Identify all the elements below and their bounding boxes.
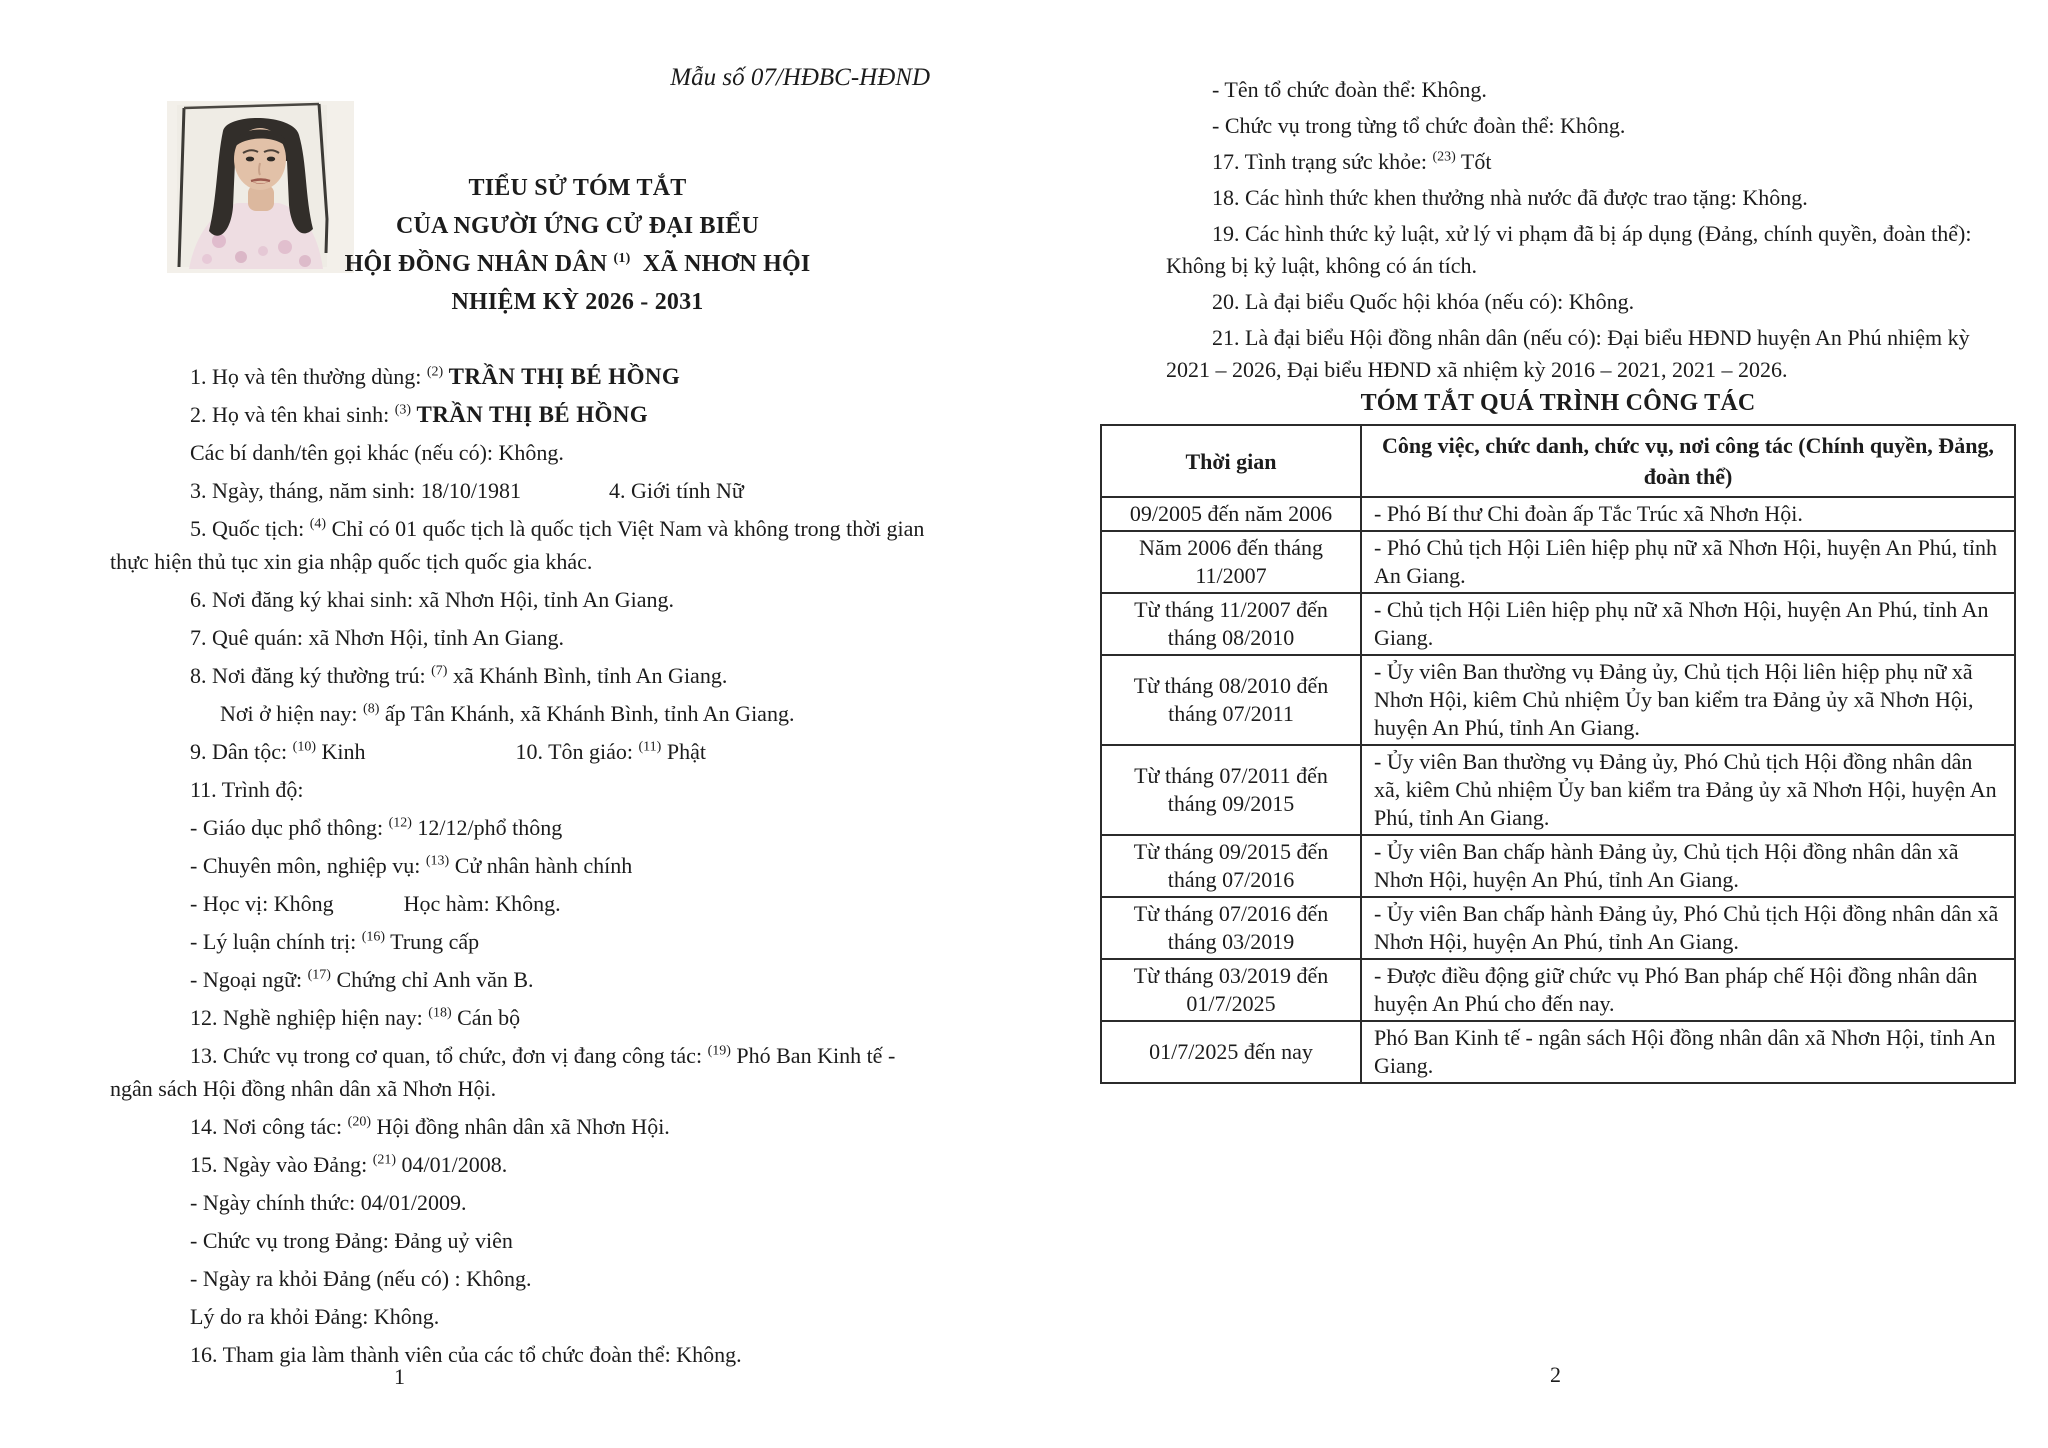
- paragraph: [110, 1001, 942, 1034]
- text-run: 6. Nơi đăng ký khai sinh: xã Nhơn Hội, tỉnh An Giang.: [190, 587, 675, 612]
- footnote-ref: (17): [307, 967, 331, 983]
- form-number: Mẫu số 07/HĐBC-HĐND: [670, 64, 930, 91]
- paragraph: [1166, 218, 1994, 282]
- text-run: - Lý luận chính trị:: [190, 929, 362, 954]
- text-run: 3. Ngày, tháng, năm sinh: 18/10/1981: [190, 478, 521, 503]
- paragraph: [110, 1300, 942, 1333]
- footnote-ref: (20): [347, 1114, 371, 1130]
- time-cell: 09/2005 đến năm 2006: [1101, 497, 1361, 531]
- work-cell: - Phó Chủ tịch Hội Liên hiệp phụ nữ xã Nhơn Hội, huyện An Phú, tỉnh An Giang.: [1361, 531, 2015, 593]
- emphasis-text: TRẦN THỊ BÉ HỒNG: [448, 364, 681, 389]
- header-work: Công việc, chức danh, chức vụ, nơi công tác (Chính quyền, Đảng, đoàn thể): [1361, 425, 2015, 497]
- text-run: 7. Quê quán: xã Nhơn Hội, tỉnh An Giang.: [190, 625, 564, 650]
- text-run: 10. Tôn giáo:: [515, 739, 639, 764]
- time-cell: Từ tháng 03/2019 đến 01/7/2025: [1101, 959, 1361, 1021]
- text-run: 9. Dân tộc:: [190, 739, 293, 764]
- paragraph: [1166, 322, 1994, 386]
- text-run: 4. Giới tính Nữ: [609, 478, 744, 503]
- footnote-ref: (2): [426, 364, 444, 380]
- paragraph: [110, 436, 942, 469]
- footnote-ref: (19): [707, 1043, 731, 1059]
- paragraph: [295, 286, 860, 319]
- footnote-ref: (21): [372, 1152, 397, 1168]
- text-run: - Chức vụ trong từng tổ chức đoàn thể: Không.: [1212, 113, 1626, 138]
- text-run: Cử nhân hành chính: [449, 853, 633, 878]
- work-cell: Phó Ban Kinh tế - ngân sách Hội đồng nhân dân xã Nhơn Hội, tỉnh An Giang.: [1361, 1021, 2015, 1083]
- paragraph: [110, 659, 942, 692]
- text-run: Phật: [661, 739, 706, 764]
- work-history-row: [1101, 497, 2015, 531]
- work-history-row: [1101, 593, 2015, 655]
- work-cell: - Ủy viên Ban chấp hành Đảng ủy, Chủ tịch Hội đồng nhân dân xã Nhơn Hội, huyện An Phú, tỉnh An Giang.: [1361, 835, 2015, 897]
- footnote-ref: (12): [388, 815, 412, 831]
- paragraph: [1166, 74, 1994, 106]
- paragraph: [110, 773, 942, 806]
- time-cell: Năm 2006 đến tháng 11/2007: [1101, 531, 1361, 593]
- text-run: 13. Chức vụ trong cơ quan, tổ chức, đơn vị đang công tác:: [190, 1043, 708, 1068]
- text-run: 19. Các hình thức kỷ luật, xử lý vi phạm đã bị áp dụng (Đảng, chính quyền, đoàn thể): Không bị kỷ luật, không có án tích.: [1166, 221, 1972, 278]
- text-run: 16. Tham gia làm thành viên của các tổ chức đoàn thể: Không.: [190, 1342, 742, 1367]
- work-history-table: [1100, 424, 2016, 1084]
- paragraph: [295, 248, 860, 281]
- footnote-ref: (13): [425, 853, 450, 869]
- text-run: - Ngày ra khỏi Đảng (nếu có) : Không.: [190, 1266, 532, 1291]
- work-history-row: [1101, 655, 2015, 745]
- footnote-ref: (3): [394, 402, 412, 418]
- footnote-ref: (7): [431, 663, 448, 679]
- page2-body: [1166, 74, 1994, 390]
- paragraph: [110, 1110, 942, 1143]
- header-time: Thời gian: [1101, 425, 1361, 497]
- table-header-row: [1101, 425, 2015, 497]
- paragraph: [110, 1039, 942, 1105]
- text-run: - Tên tổ chức đoàn thể: Không.: [1212, 77, 1487, 102]
- text-run: - Chức vụ trong Đảng: Đảng uỷ viên: [190, 1228, 513, 1253]
- text-run: - Ngoại ngữ:: [190, 967, 308, 992]
- text-run: Lý do ra khỏi Đảng: Không.: [190, 1304, 440, 1329]
- work-cell: - Ủy viên Ban chấp hành Đảng ủy, Phó Chủ tịch Hội đồng nhân dân xã Nhơn Hội, huyện An Phú, tỉnh An Giang.: [1361, 897, 2015, 959]
- text-run: Hội đồng nhân dân xã Nhơn Hội.: [370, 1114, 670, 1139]
- paragraph: [110, 1224, 942, 1257]
- work-cell: - Chủ tịch Hội Liên hiệp phụ nữ xã Nhơn Hội, huyện An Phú, tỉnh An Giang.: [1361, 593, 2015, 655]
- paragraph: [110, 583, 942, 616]
- paragraph: [110, 735, 942, 768]
- text-run: TIỂU SỬ TÓM TẮT: [468, 175, 687, 201]
- paragraph: [110, 963, 942, 996]
- text-run: 20. Là đại biểu Quốc hội khóa (nếu có): Không.: [1212, 289, 1635, 314]
- text-run: CỦA NGƯỜI ỨNG CỬ ĐẠI BIỂU: [395, 213, 759, 239]
- time-cell: Từ tháng 08/2010 đến tháng 07/2011: [1101, 655, 1361, 745]
- paragraph: [110, 887, 942, 920]
- paragraph: [110, 697, 942, 730]
- paragraph: [1166, 146, 1994, 178]
- footnote-ref: (10): [292, 739, 316, 755]
- work-history-row: [1101, 835, 2015, 897]
- time-cell: Từ tháng 07/2016 đến tháng 03/2019: [1101, 897, 1361, 959]
- text-run: 2. Họ và tên khai sinh:: [190, 402, 395, 427]
- text-run: [521, 496, 609, 498]
- text-run: xã Khánh Bình, tỉnh An Giang.: [447, 663, 728, 688]
- text-run: 18. Các hình thức khen thưởng nhà nước đã được trao tặng: Không.: [1212, 185, 1808, 210]
- text-run: Phó Ban Kinh tế - ngân sách Hội đồng nhân dân xã Nhơn Hội.: [110, 1043, 896, 1101]
- text-run: 15. Ngày vào Đảng:: [190, 1152, 373, 1177]
- text-run: Cán bộ: [451, 1005, 521, 1030]
- time-cell: Từ tháng 11/2007 đến tháng 08/2010: [1101, 593, 1361, 655]
- text-run: Trung cấp: [385, 929, 480, 954]
- footnote-ref: (8): [363, 701, 380, 717]
- work-history-rows: [1101, 497, 2015, 1083]
- paragraph: [110, 398, 942, 431]
- text-run: - Ngày chính thức: 04/01/2009.: [190, 1190, 467, 1215]
- paragraph: [110, 1186, 942, 1219]
- text-run: Học hàm: Không.: [403, 891, 561, 916]
- page1-body: [110, 360, 942, 1376]
- footnote-ref: (1): [613, 251, 631, 266]
- work-history-row: [1101, 959, 2015, 1021]
- text-run: Tốt: [1455, 149, 1492, 174]
- text-run: Chỉ có 01 quốc tịch là quốc tịch Việt Nam và không trong thời gian thực hiện thủ tục xin gia nhập quốc tịch quốc gia khác.: [110, 516, 925, 574]
- paragraph: [110, 1338, 942, 1371]
- paragraph: [1166, 110, 1994, 142]
- paragraph: [1166, 182, 1994, 214]
- time-cell: Từ tháng 07/2011 đến tháng 09/2015: [1101, 745, 1361, 835]
- paragraph: [110, 925, 942, 958]
- text-run: Kinh: [315, 739, 366, 764]
- text-run: 1. Họ và tên thường dùng:: [190, 364, 427, 389]
- text-run: - Chuyên môn, nghiệp vụ:: [190, 853, 426, 878]
- work-cell: - Phó Bí thư Chi đoàn ấp Tắc Trúc xã Nhơn Hội.: [1361, 497, 2015, 531]
- text-run: 17. Tình trạng sức khỏe:: [1212, 149, 1433, 174]
- time-cell: Từ tháng 09/2015 đến tháng 07/2016: [1101, 835, 1361, 897]
- paragraph: [1166, 286, 1994, 318]
- text-run: 04/01/2008.: [396, 1152, 508, 1177]
- text-run: ấp Tân Khánh, xã Khánh Bình, tỉnh An Giang.: [379, 701, 795, 726]
- text-run: 11. Trình độ:: [190, 777, 304, 802]
- text-run: 12/12/phổ thông: [411, 815, 563, 840]
- text-run: Chứng chỉ Anh văn B.: [330, 967, 534, 992]
- work-cell: - Ủy viên Ban thường vụ Đảng ủy, Phó Chủ tịch Hội đồng nhân dân xã, kiêm Chủ nhiệm Ủy ban kiểm tra Đảng ủy xã Nhơn Hội, huyện An Phú, tỉnh An Giang.: [1361, 745, 2015, 835]
- page2-number: 2: [1550, 1362, 1561, 1387]
- emphasis-text: TRẦN THỊ BÉ HỒNG: [416, 402, 649, 427]
- text-run: XÃ NHƠN HỘI: [630, 251, 811, 277]
- text-run: [334, 909, 404, 911]
- text-run: [365, 757, 515, 759]
- paragraph: [110, 1262, 942, 1295]
- work-history-title: TÓM TẮT QUÁ TRÌNH CÔNG TÁC: [1360, 390, 1756, 416]
- paragraph: [110, 512, 942, 578]
- work-cell: - Ủy viên Ban thường vụ Đảng ủy, Chủ tịch Hội liên hiệp phụ nữ xã Nhơn Hội, kiêm Chủ nhiệm Ủy ban kiểm tra Đảng ủy xã Nhơn Hội, huyện An Phú, tỉnh An Giang.: [1361, 655, 2015, 745]
- work-cell: - Được điều động giữ chức vụ Phó Ban pháp chế Hội đồng nhân dân huyện An Phú cho đến nay.: [1361, 959, 2015, 1021]
- footnote-ref: (16): [361, 929, 386, 945]
- footnote-ref: (23): [1432, 149, 1456, 165]
- text-run: 8. Nơi đăng ký thường trú:: [190, 663, 432, 688]
- text-run: 21. Là đại biểu Hội đồng nhân dân (nếu có): Đại biểu HĐND huyện An Phú nhiệm kỳ 2021 – 2026, Đại biểu HĐND xã nhiệm kỳ 2016 – 2021, 2021 – 2026.: [1166, 325, 1970, 382]
- work-history-row: [1101, 897, 2015, 959]
- text-run: 5. Quốc tịch:: [190, 516, 310, 541]
- work-history-row: [1101, 745, 2015, 835]
- paragraph: [295, 172, 860, 205]
- text-run: 12. Nghề nghiệp hiện nay:: [190, 1005, 429, 1030]
- biography-title: [295, 172, 860, 324]
- paragraph: [110, 360, 942, 393]
- text-run: Các bí danh/tên gọi khác (nếu có): Không.: [190, 440, 564, 465]
- footnote-ref: (18): [428, 1005, 452, 1021]
- text-run: - Giáo dục phổ thông:: [190, 815, 389, 840]
- text-run: 14. Nơi công tác:: [190, 1114, 348, 1139]
- paragraph: [110, 811, 942, 844]
- text-run: Nơi ở hiện nay:: [220, 701, 364, 726]
- paragraph: [110, 849, 942, 882]
- text-run: HỘI ĐỒNG NHÂN DÂN: [344, 251, 614, 277]
- work-history-row: [1101, 531, 2015, 593]
- page1-number: 1: [394, 1364, 405, 1389]
- paragraph: [110, 474, 942, 507]
- paragraph: [110, 621, 942, 654]
- paragraph: [295, 210, 860, 243]
- footnote-ref: (11): [638, 739, 662, 755]
- text-run: NHIỆM KỲ 2026 - 2031: [451, 289, 704, 315]
- text-run: - Học vị: Không: [190, 891, 334, 916]
- footnote-ref: (4): [309, 516, 327, 532]
- work-history-row: [1101, 1021, 2015, 1083]
- paragraph: [110, 1148, 942, 1181]
- time-cell: 01/7/2025 đến nay: [1101, 1021, 1361, 1083]
